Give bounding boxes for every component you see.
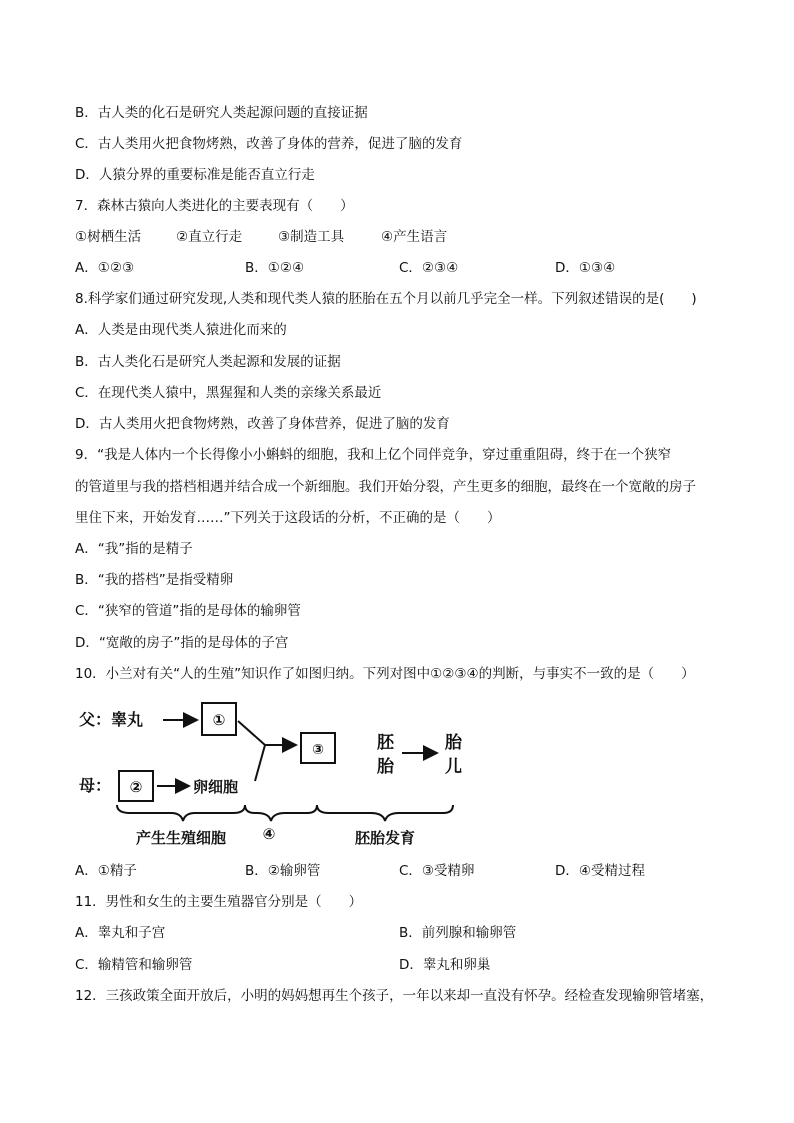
q7-item-1: ①树栖生活 xyxy=(75,229,142,245)
brace-gametes xyxy=(117,805,245,821)
box-1-label: ① xyxy=(212,711,226,729)
q7-option-a: A．①②③ xyxy=(75,260,135,276)
q9-option-a: A．“我”指的是精子 xyxy=(75,541,193,557)
egg-cell-label: 卵细胞 xyxy=(193,778,239,796)
fetus-bottom: 儿 xyxy=(445,757,462,777)
q11-option-a: A．睾丸和子宫 xyxy=(75,925,166,941)
q6-option-c: C．古人类用火把食物烤熟，改善了身体的营养，促进了脑的发育 xyxy=(75,136,463,152)
q10-options xyxy=(75,862,725,880)
reproduction-diagram xyxy=(75,695,465,855)
q7-item-4: ④产生语言 xyxy=(381,229,448,245)
q7-stem: 7．森林古猿向人类进化的主要表现有（ ） xyxy=(75,198,354,214)
q7-option-c: C．②③④ xyxy=(399,260,459,276)
q12-stem: 12．三孩政策全面开放后，小明的妈妈想再生个孩子，一年以来却一直没有怀孕。经检查发现输卵管堵塞， xyxy=(75,988,714,1004)
q11-options-row-1 xyxy=(75,924,725,942)
q7-item-3: ③制造工具 xyxy=(278,229,345,245)
fetus-top: 胎 xyxy=(445,733,462,753)
q8-option-a: A．人类是由现代类人猿进化而来的 xyxy=(75,322,287,338)
embryo-bottom: 胎 xyxy=(377,757,394,777)
q9-option-d: D．“宽敞的房子”指的是母体的子宫 xyxy=(75,635,289,651)
box-3-label: ③ xyxy=(312,742,324,758)
q9-option-c: C．“狭窄的管道”指的是母体的输卵管 xyxy=(75,603,301,619)
q7-options xyxy=(75,259,725,277)
q10-option-d: D．④受精过程 xyxy=(555,863,645,879)
father-label: 父：睾丸 xyxy=(79,710,144,729)
q9-stem-line-1: 9．“我是人体内一个长得像小小蝌蚪的细胞，我和上亿个同伴竞争，穿过重重阻碍，终于在一个狭窄 xyxy=(75,447,672,463)
q11-stem: 11．男性和女生的主要生殖器官分别是（ ） xyxy=(75,894,363,910)
q8-option-d: D．古人类用火把食物烤熟，改善了身体营养，促进了脑的发育 xyxy=(75,416,450,432)
brace-label-4: ④ xyxy=(262,825,276,843)
q6-option-d: D．人猿分界的重要标准是能否直立行走 xyxy=(75,167,315,183)
q10-option-c: C．③受精卵 xyxy=(399,863,475,879)
embryo-top: 胚 xyxy=(377,733,394,753)
converge-line-bottom xyxy=(255,745,265,781)
q7-option-b: B．①②④ xyxy=(245,260,305,276)
q10-stem: 10．小兰对有关“人的生殖”知识作了如图归纳。下列对图中①②③④的判断，与事实不一致的是（ ） xyxy=(75,666,695,682)
q6-option-b: B．古人类的化石是研究人类起源问题的直接证据 xyxy=(75,105,368,121)
box-2-label: ② xyxy=(129,778,143,796)
q8-option-c: C．在现代类人猿中，黑猩猩和人类的亲缘关系最近 xyxy=(75,385,382,401)
brace-fertilization xyxy=(245,805,317,821)
q11-option-c: C．输精管和输卵管 xyxy=(75,957,193,973)
converge-line-top xyxy=(238,721,265,745)
q8-option-b: B．古人类化石是研究人类起源和发展的证据 xyxy=(75,354,341,370)
q7-item-2: ②直立行走 xyxy=(176,229,243,245)
q10-option-a: A．①精子 xyxy=(75,863,137,879)
brace-label-development: 胚胎发育 xyxy=(354,829,416,847)
q7-items xyxy=(75,228,725,246)
q11-option-b: B．前列腺和输卵管 xyxy=(399,925,517,941)
q9-stem-line-3: 里住下来，开始发育……”下列关于这段话的分析，不正确的是（ ） xyxy=(75,510,501,526)
q9-stem-line-2: 的管道里与我的搭档相遇并结合成一个新细胞。我们开始分裂，产生更多的细胞，最终在一个宽敞的房子 xyxy=(75,479,696,495)
q7-option-d: D．①③④ xyxy=(555,260,616,276)
q11-option-d: D．睾丸和卵巢 xyxy=(399,957,491,973)
q10-option-b: B．②输卵管 xyxy=(245,863,321,879)
mother-label: 母： xyxy=(79,776,112,795)
q9-option-b: B．“我的搭档”是指受精卵 xyxy=(75,572,234,588)
brace-label-gametes: 产生生殖细胞 xyxy=(135,829,227,847)
q11-options-row-2 xyxy=(75,956,725,974)
q8-stem: 8.科学家们通过研究发现,人类和现代类人猿的胚胎在五个月以前几乎完全一样。下列叙述错误的是( ) xyxy=(75,291,697,307)
brace-development xyxy=(317,805,453,821)
